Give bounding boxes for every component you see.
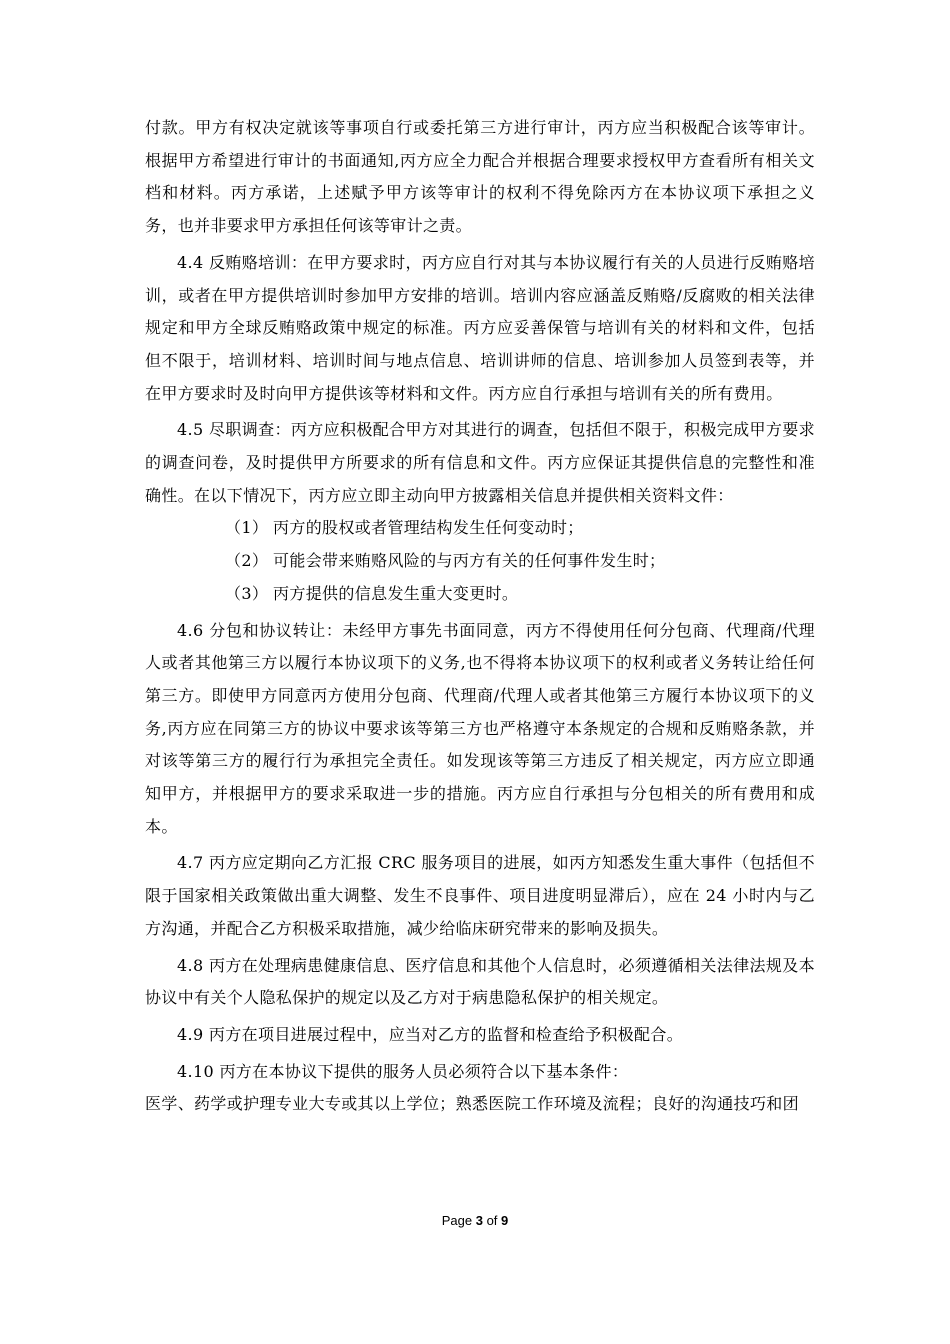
paragraph-4-8-privacy: 4.8 丙方在处理病患健康信息、医疗信息和其他个人信息时，必须遵循相关法律法规及本协议中有关个人隐私保护的规定以及乙方对于病患隐私保护的相关规定。 (145, 955, 815, 1008)
paragraph-4-10-conditions: 医学、药学或护理专业大专或其以上学位；熟悉医院工作环境及流程；良好的沟通技巧和团 (145, 1094, 800, 1114)
total-page-count: 9 (501, 1213, 509, 1228)
paragraph-4-9-cooperation: 4.9 丙方在项目进展过程中，应当对乙方的监督和检查给予积极配合。 (177, 1024, 684, 1044)
list-item-1 (145, 512, 815, 545)
list-text: 可能会带来贿赂风险的与丙方有关的任何事件发生时； (273, 551, 666, 571)
paragraph-4-10-staff-requirements: 4.10 丙方在本协议下提供的服务人员必须符合以下基本条件： (177, 1061, 629, 1081)
list-number: （2） (225, 551, 269, 571)
paragraph-4-7-reporting: 4.7 丙方应定期向乙方汇报 CRC 服务项目的进展，如丙方知悉发生重大事件（包括但不限于国家相关政策做出重大调整、发生不良事件、项目进度明显滞后），应在 24 小时内与乙方沟通，并配合乙方积极采取措施，减少给临床研究带来的影响及损失。 (145, 853, 815, 938)
list-number: （1） (225, 518, 269, 538)
paragraph-4-4-anti-bribery-training: 4.4 反贿赂培训：在甲方要求时，丙方应自行对其与本协议履行有关的人员进行反贿赂培训，或者在甲方提供培训时参加甲方安排的培训。培训内容应涵盖反贿赂/反腐败的相关法律规定和甲方全球反贿赂政策中规定的标准。丙方应妥善保管与培训有关的材料和文件，包括但不限于，培训材料、培训时间与地点信息、培训讲师的信息、培训参加人员签到表等，并在甲方要求时及时向甲方提供该等材料和文件。丙方应自行承担与培训有关的所有费用。 (145, 252, 815, 403)
list-item-2 (145, 545, 815, 578)
page-word: Page (441, 1213, 473, 1228)
paragraph-4-5-due-diligence: 4.5 尽职调查：丙方应积极配合甲方对其进行的调查，包括但不限于，积极完成甲方要求的调查问卷，及时提供甲方所要求的所有信息和文件。丙方应保证其提供信息的完整性和准确性。在以下情况下，丙方应立即主动向甲方披露相关信息并提供相关资料文件： (145, 420, 815, 505)
page-footer (0, 1213, 950, 1228)
current-page-number: 3 (475, 1213, 483, 1228)
of-word: of (486, 1213, 498, 1228)
list-number: （3） (225, 583, 269, 603)
list-text: 丙方的股权或者管理结构发生任何变动时； (273, 518, 584, 538)
list-text: 丙方提供的信息发生重大变更时。 (273, 583, 519, 603)
paragraph-4-6-subcontracting: 4.6 分包和协议转让：未经甲方事先书面同意，丙方不得使用任何分包商、代理商/代理人或者其他第三方以履行本协议项下的义务,也不得将本协议项下的权利或者义务转让给任何第三方。即使甲方同意丙方使用分包商、代理商/代理人或者其他第三方履行本协议项下的义务,丙方应在同第三方的协议中要求该等第三方也严格遵守本条规定的合规和反贿赂条款，并对该等第三方的履行行为承担完全责任。如发现该等第三方违反了相关规定，丙方应立即通知甲方，并根据甲方的要求采取进一步的措施。丙方应自行承担与分包相关的所有费用和成本。 (145, 620, 815, 836)
document-body (145, 112, 815, 1121)
list-item-3 (145, 578, 815, 611)
paragraph-audit-continued: 付款。甲方有权决定就该等事项自行或委托第三方进行审计，丙方应当积极配合该等审计。根据甲方希望进行审计的书面通知,丙方应全力配合并根据合理要求授权甲方查看所有相关文档和材料。丙方承诺，上述赋予甲方该等审计的权利不得免除丙方在本协议项下承担之义务，也并非要求甲方承担任何该等审计之责。 (145, 118, 815, 236)
